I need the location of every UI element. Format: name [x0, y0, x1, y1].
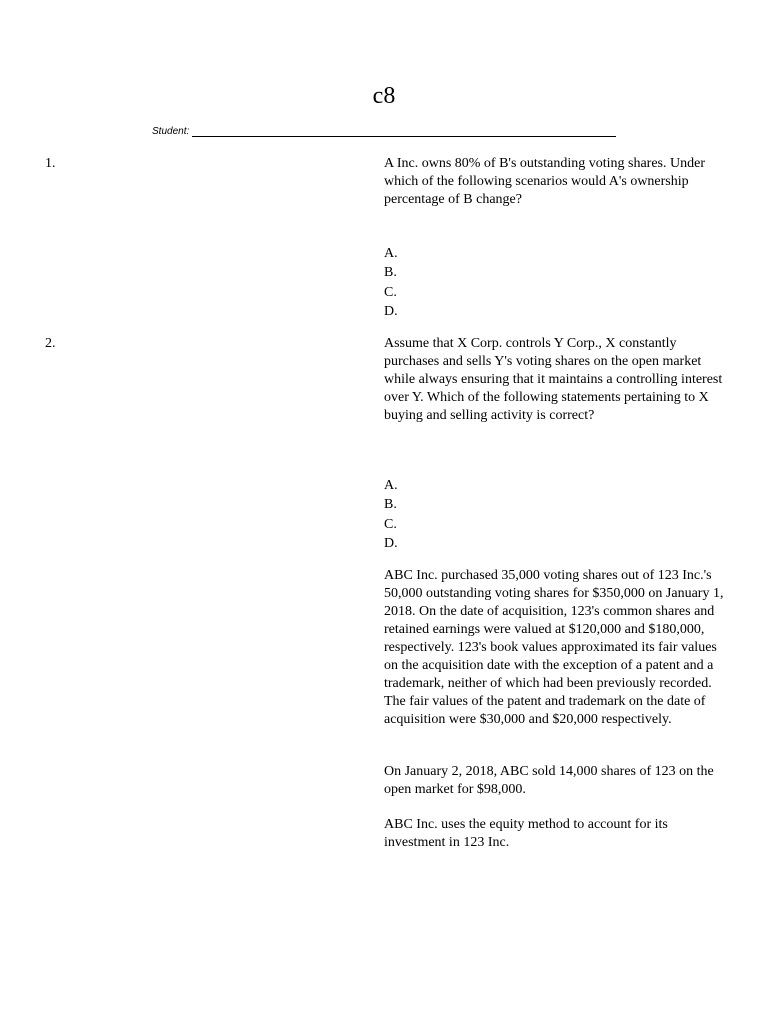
- case-paragraph: ABC Inc. uses the equity method to account for its investment in 123 Inc.: [384, 817, 668, 850]
- option-c-label: C.: [384, 517, 397, 532]
- case-paragraph: On January 2, 2018, ABC sold 14,000 shares of 123 on the open market for $98,000.: [384, 764, 714, 797]
- question-number: 2.: [45, 336, 56, 351]
- option-a-label: A.: [384, 478, 398, 493]
- page-title: c8: [372, 83, 396, 109]
- question-text: A Inc. owns 80% of B's outstanding voting shares. Under which of the following scenarios would A's ownership percentage of B change?: [384, 156, 705, 207]
- option-d-label: D.: [384, 536, 398, 551]
- option-a-label: A.: [384, 246, 398, 261]
- student-label: Student:: [152, 126, 190, 137]
- option-c-label: C.: [384, 285, 397, 300]
- question-number: 1.: [45, 156, 56, 171]
- option-d-label: D.: [384, 304, 398, 319]
- option-b-label: B.: [384, 497, 397, 512]
- case-paragraph: ABC Inc. purchased 35,000 voting shares out of 123 Inc.'s 50,000 outstanding voting shares for $350,000 on January 1, 2018. On the date of acquisition, 123's common shares and retained earnings were valued at $120,000 and $180,000, respectively. 123's book values approximated its fair values on the acquisition date with the exception of a patent and a trademark, neither of which had been previously recorded. The fair values of the patent and trademark on the date of acquisition were $30,000 and $20,000 respectively.: [384, 568, 724, 727]
- student-field: [152, 124, 618, 140]
- student-name-line: [192, 136, 616, 137]
- question-text: Assume that X Corp. controls Y Corp., X constantly purchases and sells Y's voting shares on the open market while always ensuring that it maintains a controlling interest over Y. Which of the following statements pertaining to X buying and selling activity is correct?: [384, 336, 723, 423]
- option-b-label: B.: [384, 265, 397, 280]
